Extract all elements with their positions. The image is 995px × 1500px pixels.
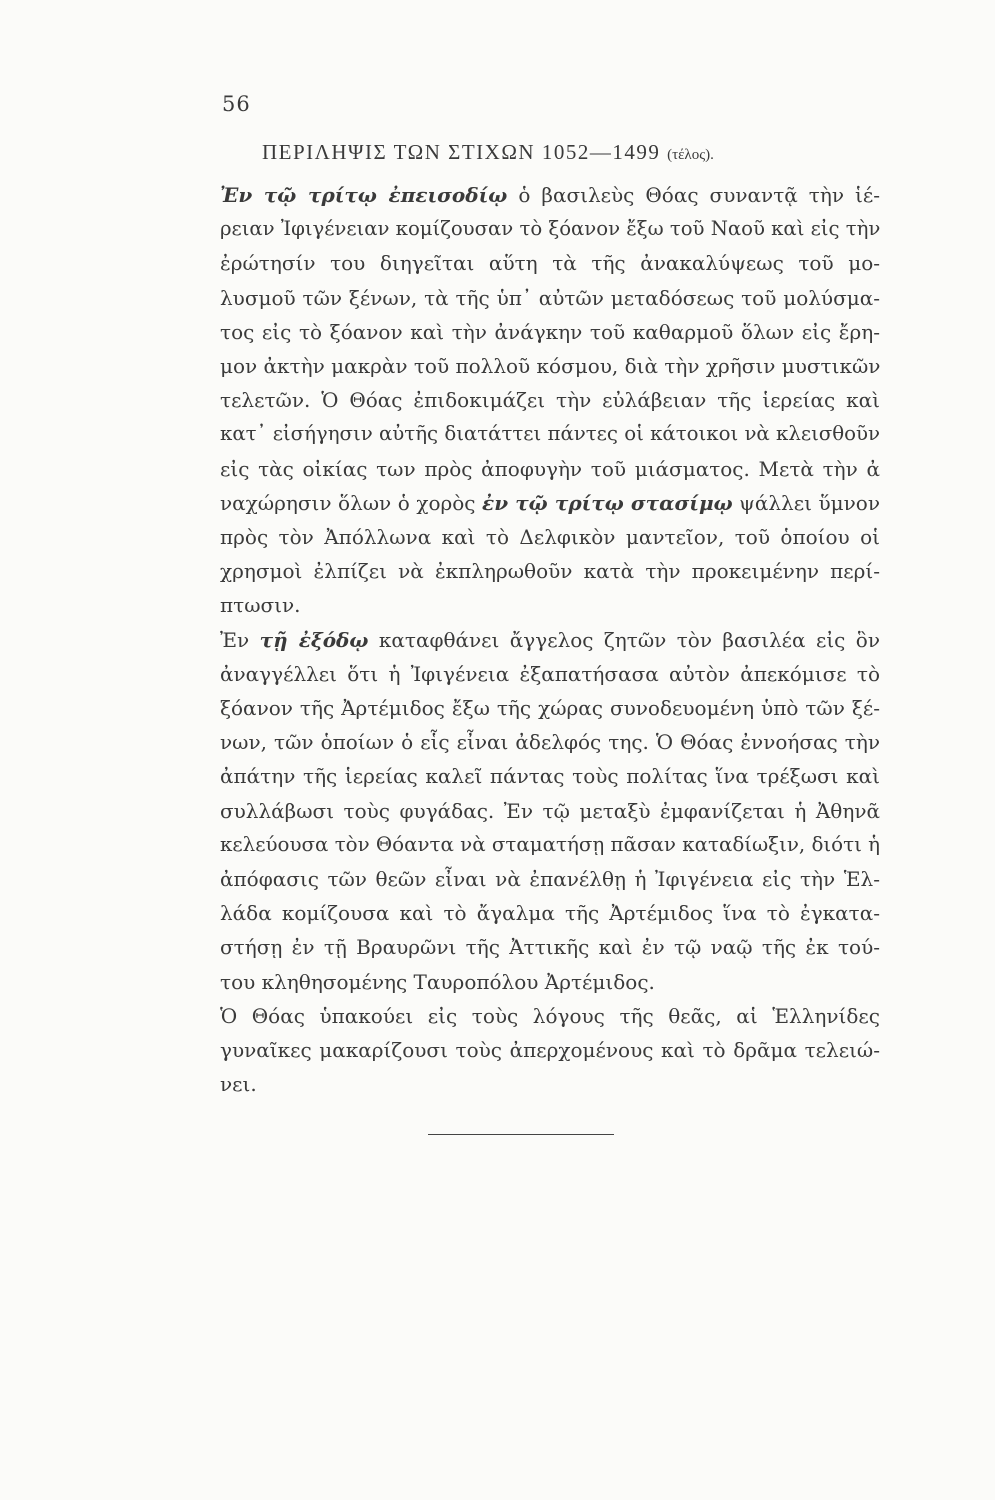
line-prefix: ναχώρησιν ὅλων ὁ χορὸς — [220, 490, 483, 515]
line-text: μον ἀκτὴν μακρὰν τοῦ πολλοῦ κόσμου, διὰ τὴν χρῆσιν μυστικῶν — [220, 354, 881, 379]
running-title-main: ΠΕΡΙΛΗΨΙΣ ΤΩΝ ΣΤΙΧΩΝ 1052—1499 — [262, 140, 661, 164]
text-line — [190, 417, 880, 451]
line-text: νων, τῶν ὁποίων ὁ εἷς εἶναι ἀδελφός της. Ὁ Θόας ἐννοήσας τὴν — [220, 730, 880, 755]
line-prefix: Ἐν — [220, 627, 260, 652]
line-text: κελεύουσα τὸν Θόαντα νὰ σταματήσῃ πᾶσαν καταδίωξιν, διότι ἡ — [220, 832, 880, 856]
text-line — [190, 1067, 880, 1101]
text-line — [190, 623, 880, 657]
text-line — [190, 178, 880, 212]
line-text: ὁ βασιλεὺς Θόας συναντᾷ τὴν ἱέ- — [507, 183, 880, 207]
line-text: Ὁ Θόας ὑπακούει εἰς τοὺς λόγους τῆς θεᾶς, αἱ Ἑλληνίδες — [220, 1003, 880, 1028]
text-line — [190, 794, 880, 828]
text-line — [190, 383, 880, 417]
line-text: ἀπόφασις τῶν θεῶν εἶναι νὰ ἐπανέλθῃ ἡ Ἰφιγένεια εἰς τὴν Ἑλ- — [220, 867, 880, 892]
running-title — [262, 140, 802, 165]
line-text: πρὸς τὸν Ἀπόλλωνα καὶ τὸ Δελφικὸν μαντεῖον, τοῦ ὁποίου οἱ — [220, 525, 880, 550]
line-text: πτωσιν. — [220, 593, 301, 618]
text-line — [190, 725, 880, 759]
line-text: ξόανον τῆς Ἀρτέμιδος ἔξω τῆς χώρας συνοδευομένη ὑπὸ τῶν ξέ- — [220, 696, 880, 721]
running-title-suffix: (τέλος). — [667, 147, 714, 163]
line-text: ἐρώτησίν του διηγεῖται αὕτη τὰ τῆς ἀνακαλύψεως τοῦ μο- — [220, 251, 880, 276]
text-line — [190, 520, 880, 554]
paragraph — [190, 623, 880, 999]
text-line — [190, 691, 880, 725]
line-text: καταφθάνει ἄγγελος ζητῶν τὸν βασιλέα εἰς ὃν — [368, 627, 881, 652]
line-text: λάδα κομίζουσα καὶ τὸ ἄγαλμα τῆς Ἀρτέμιδος ἵνα τὸ ἐγκατα- — [220, 901, 880, 926]
text-line — [190, 1033, 880, 1067]
closing-rule — [428, 1134, 614, 1135]
line-text: γυναῖκες μακαρίζουσι τοὺς ἀπερχομένους καὶ τὸ δρᾶμα τελειώ- — [220, 1038, 880, 1063]
line-text: τελετῶν. Ὁ Θόας ἐπιδοκιμάζει τὴν εὐλάβειαν τῆς ἱερείας καὶ — [220, 388, 880, 413]
emphasis-heading: τῇ ἐξόδῳ — [259, 627, 369, 652]
line-text: τος εἰς τὸ ξόανον καὶ τὴν ἀνάγκην τοῦ καθαρμοῦ ὅλων εἰς ἔρη- — [220, 319, 880, 344]
text-line — [190, 999, 880, 1033]
text-line — [190, 930, 880, 964]
text-line — [190, 349, 880, 383]
line-text: ἀπάτην τῆς ἱερείας καλεῖ πάντας τοὺς πολίτας ἵνα τρέξωσι καὶ — [220, 764, 880, 789]
text-line — [190, 828, 880, 862]
text-line — [190, 862, 880, 896]
text-line — [190, 212, 880, 246]
text-line — [190, 588, 880, 622]
line-text: νει. — [220, 1072, 257, 1097]
text-line — [190, 486, 880, 520]
line-text: στήσῃ ἐν τῇ Βραυρῶνι τῆς Ἀττικῆς καὶ ἐν τῷ ναῷ τῆς ἐκ τού- — [220, 935, 880, 960]
line-text: ρειαν Ἰφιγένειαν κομίζουσαν τὸ ξόανον ἔξω τοῦ Ναοῦ καὶ εἰς τὴν — [220, 217, 881, 241]
text-line — [190, 554, 880, 588]
line-text: λυσμοῦ τῶν ξένων, τὰ τῆς ὑπ᾽ αὐτῶν μεταδόσεως τοῦ μολύσμα- — [220, 285, 880, 310]
emphasis-heading: ἐν τῷ τρίτῳ στασίμῳ — [482, 490, 733, 515]
text-line — [190, 657, 880, 691]
line-text: συλλάβωσι τοὺς φυγάδας. Ἐν τῷ μεταξὺ ἐμφανίζεται ἡ Ἀθηνᾶ — [220, 798, 880, 823]
text-line — [190, 281, 880, 315]
paragraph — [190, 999, 880, 1102]
text-line — [190, 315, 880, 349]
text-line — [190, 452, 880, 486]
line-text: χρησμοὶ ἐλπίζει νὰ ἐκπληρωθοῦν κατὰ τὴν προκειμένην περί- — [220, 559, 880, 584]
body-text — [190, 178, 880, 1101]
line-text: ἀναγγέλλει ὅτι ἡ Ἰφιγένεια ἐξαπατήσασα αὐτὸν ἀπεκόμισε τὸ — [220, 661, 880, 686]
line-text: κατ᾽ εἰσήγησιν αὐτῆς διατάττει πάντες οἱ κάτοικοι νὰ κλεισθοῦν — [220, 422, 880, 446]
text-line — [190, 896, 880, 930]
text-line — [190, 759, 880, 793]
line-text: ψάλλει ὕμνον — [732, 490, 880, 515]
emphasis-heading: Ἐν τῷ τρίτῳ ἐπεισοδίῳ — [220, 183, 508, 207]
page-number: 56 — [222, 92, 251, 116]
line-text: του κληθησομένης Ταυροπόλου Ἀρτέμιδος. — [220, 969, 655, 994]
paragraph — [190, 178, 880, 623]
text-line — [190, 246, 880, 280]
line-text: εἰς τὰς οἰκίας των πρὸς ἀποφυγὴν τοῦ μιάσματος. Μετὰ τὴν ἀ — [220, 456, 880, 481]
text-line — [190, 965, 880, 999]
